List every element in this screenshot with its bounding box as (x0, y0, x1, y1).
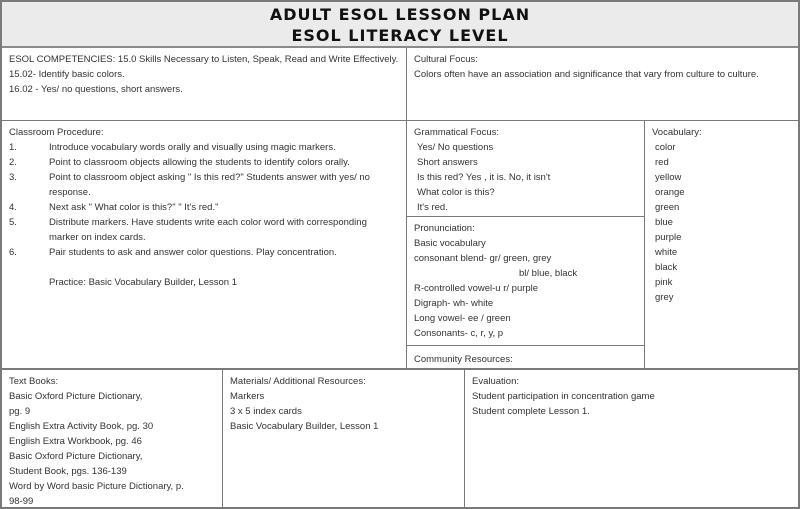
textbook-item: Basic Oxford Picture Dictionary, (9, 451, 143, 462)
pronunciation-label: Pronunciation: (414, 223, 475, 234)
procedure-step: 4. Next ask " What color is this?" " It's red." (9, 202, 219, 213)
pronunciation-item: bl/ blue, black (519, 268, 578, 279)
vocabulary-word: red (655, 157, 669, 168)
material-item: Markers (230, 391, 265, 402)
lesson-plan-header (2, 2, 798, 48)
vocabulary-word: orange (655, 187, 685, 198)
practice-note: Practice: Basic Vocabulary Builder, Lesson 1 (49, 277, 237, 288)
textbook-item: Basic Oxford Picture Dictionary, (9, 391, 143, 402)
document-title: ADULT ESOL LESSON PLAN (269, 5, 531, 24)
procedure-step: 6. Pair students to ask and answer color questions. Play concentration. (9, 247, 337, 258)
pronunciation-item: R-controlled vowel-u r/ purple (414, 283, 539, 294)
vocabulary-word: black (655, 262, 678, 273)
procedure-steps (9, 140, 399, 260)
materials-cell (222, 368, 464, 507)
evaluation-item: Student participation in concentration game (472, 391, 655, 402)
textbook-item: pg. 9 (9, 406, 31, 417)
evaluation-cell (464, 368, 798, 507)
procedure-label: Classroom Procedure: (9, 127, 104, 138)
vocabulary-word: color (655, 142, 676, 153)
competencies-heading: ESOL COMPETENCIES: 15.0 Skills Necessary to Listen, Speak, Read and Write Effectively. (9, 54, 399, 65)
community-resources-label: Community Resources: (414, 354, 513, 365)
procedure-step: 2. Point to classroom objects allowing the students to identify colors orally. (9, 157, 350, 168)
competency-item: 16.02 - Yes/ no questions, short answers. (9, 84, 183, 95)
vocabulary-word: yellow (655, 172, 682, 183)
grammar-item: Short answers (417, 157, 478, 168)
materials-label: Materials/ Additional Resources: (230, 376, 366, 387)
textbooks-label: Text Books: (9, 376, 59, 387)
cultural-focus-cell (406, 48, 798, 120)
grammar-item: Yes/ No questions (417, 142, 494, 153)
grammar-item: What color is this? (417, 187, 495, 198)
grammar-item: Is this red? Yes , it is. No, it isn't (417, 172, 551, 183)
procedure-step: 1. Introduce vocabulary words orally and visually using magic markers. (9, 142, 336, 153)
textbook-item: English Extra Workbook, pg. 46 (9, 436, 142, 447)
vocabulary-word: green (655, 202, 680, 213)
evaluation-label: Evaluation: (472, 376, 520, 387)
cultural-focus-text: Colors often have an association and significance that vary from culture to culture. (414, 69, 759, 80)
material-item: Basic Vocabulary Builder, Lesson 1 (230, 421, 379, 432)
vocabulary-word: pink (655, 277, 673, 288)
procedure-step: 5. Distribute markers. Have students write each color word with corresponding marker on index cards. (9, 217, 367, 243)
textbook-item: Student Book, pgs. 136-139 (9, 466, 127, 477)
competencies-cell (2, 48, 406, 120)
pronunciation-item: Basic vocabulary (414, 238, 486, 249)
pronunciation-item: Consonants- c, r, y, p (414, 328, 504, 339)
vocabulary-word: blue (655, 217, 673, 228)
vocabulary-word: purple (655, 232, 682, 243)
textbook-item: 98-99 (9, 496, 34, 507)
document-subtitle: ESOL LITERACY LEVEL (291, 26, 509, 45)
evaluation-item: Student complete Lesson 1. (472, 406, 590, 417)
grammar-item: It's red. (417, 202, 448, 213)
vocabulary-label: Vocabulary: (652, 127, 702, 138)
community-resources-cell (406, 345, 644, 368)
pronunciation-item: consonant blend- gr/ green, grey (414, 253, 552, 264)
pronunciation-item: Digraph- wh- white (414, 298, 494, 309)
grammar-label: Grammatical Focus: (414, 127, 499, 138)
vocabulary-cell (644, 120, 798, 368)
textbooks-cell (2, 368, 222, 507)
vocabulary-word: white (655, 247, 678, 258)
grammar-cell (406, 120, 644, 216)
textbook-item: English Extra Activity Book, pg. 30 (9, 421, 154, 432)
vocabulary-word: grey (655, 292, 674, 303)
procedure-cell (2, 120, 406, 368)
procedure-step: 3. Point to classroom object asking " Is this red?" Students answer with yes/ no response. (9, 172, 370, 198)
pronunciation-cell (406, 216, 644, 345)
material-item: 3 x 5 index cards (230, 406, 302, 417)
pronunciation-item: Long vowel- ee / green (414, 313, 511, 324)
competency-item: 15.02- Identify basic colors. (9, 69, 125, 80)
textbook-item: Word by Word basic Picture Dictionary, p. (9, 481, 184, 492)
cultural-focus-label: Cultural Focus: (414, 54, 478, 65)
vocabulary-list (652, 140, 791, 305)
